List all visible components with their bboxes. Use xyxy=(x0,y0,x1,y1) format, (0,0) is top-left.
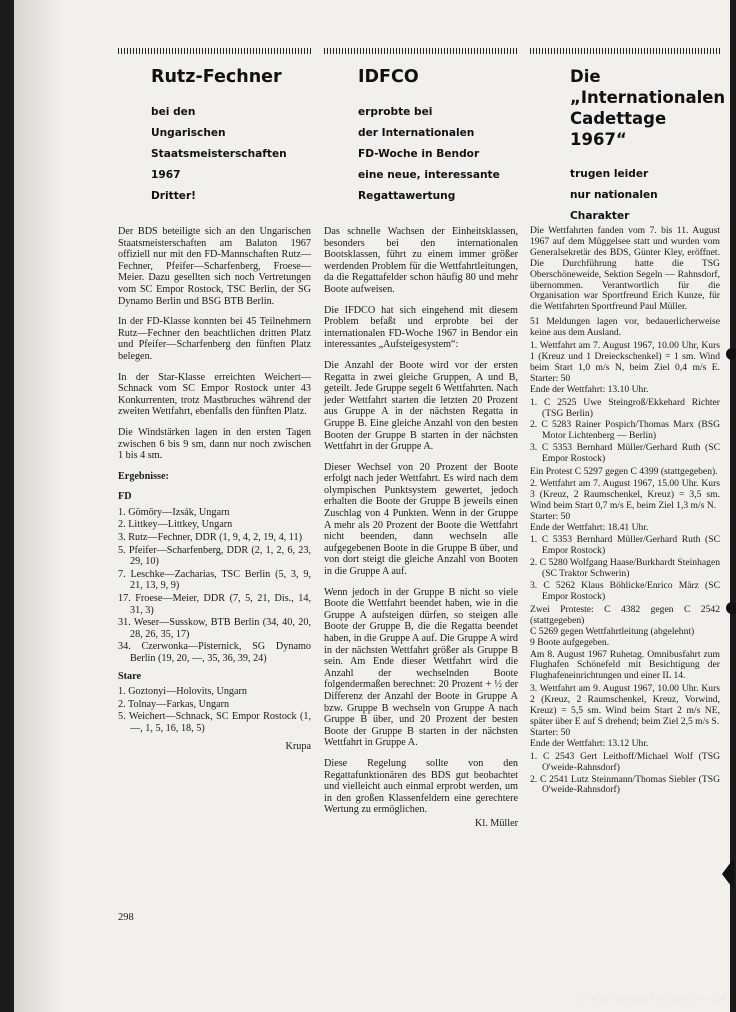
subhead-line: der Internationalen xyxy=(358,127,475,139)
paragraph: 51 Meldungen lagen vor, bedauerlicherweise keine aus dem Ausland. xyxy=(530,316,720,339)
page-tab-arrow-icon xyxy=(722,858,734,890)
watermark-text: © yachtsportmuseum.de xyxy=(574,992,726,1006)
paragraph: Zwei Proteste: C 4382 gegen C 2542 (stattgegeben) xyxy=(530,603,720,626)
result-item: 1. Goztonyi—Holovits, Ungarn xyxy=(118,686,248,698)
fd-heading: FD xyxy=(118,491,132,503)
column-rule-1 xyxy=(118,48,311,54)
result-item: 1. Gömöry—Izsák, Ungarn xyxy=(118,506,230,518)
subhead-line: erprobte bei xyxy=(358,106,433,118)
paragraph: Diese Regelung sollte von den Regattafunktionären des BDS gut beobachtet und vielleicht auch einmal erprobt werden, um in den großen Klassenfeldern eine gerechtere Wertung zu ermöglichen. xyxy=(324,757,518,816)
article-body xyxy=(530,226,720,796)
subhead-line: bei den xyxy=(151,106,196,118)
result-item: 5. Weichert—Schnack, SC Empor Rostock (1, —, 1, 5, 16, 18, 5) xyxy=(118,711,311,734)
results-heading: Ergebnisse: xyxy=(118,470,169,482)
paragraph: Die Windstärken lagen in den ersten Tagen zwischen 6 bis 9 sm, dann nur noch zwischen 1 bis 4 sm. xyxy=(118,426,311,462)
result-item: 17. Froese—Meier, DDR (7, 5, 21, Dis., 14, 31, 3) xyxy=(118,593,311,616)
result-item: 1. C 5353 Bernhard Müller/Gerhard Ruth (SC Empor Rostock) xyxy=(530,534,720,557)
author-signature: Kl. Müller xyxy=(474,817,518,829)
result-item: 3. C 5353 Bernhard Müller/Gerhard Ruth (SC Empor Rostock) xyxy=(530,442,720,465)
subhead-line: Ungarischen xyxy=(151,127,226,139)
subhead-line: Regattawertung xyxy=(358,190,456,202)
subhead-line: Staatsmeisterschaften 1967 xyxy=(151,148,287,181)
result-item: 2. C 5280 Wolfgang Haase/Burkhardt Steinhagen (SC Traktor Schwerin) xyxy=(530,557,720,580)
fd-results-list xyxy=(118,507,311,665)
paragraph: 2. Wettfahrt am 7. August 1967, 15.00 Uhr. Kurs 3 (Kreuz, 2 Raumschenkel, Kreuz) = 3,5 sm. Wind beim Start 0,7 m/s E, beim Ziel 1,3 m/s N. xyxy=(530,477,720,511)
column-rule-2 xyxy=(324,48,518,54)
paragraph: Ende der Wettfahrt: 18.41 Uhr. xyxy=(530,521,649,533)
result-item: 1. C 2525 Uwe Steingroß/Ekkehard Richter (TSG Berlin) xyxy=(530,396,720,419)
paragraph: Ende der Wettfahrt: 13.10 Uhr. xyxy=(530,383,649,395)
column-rule-3 xyxy=(530,48,720,54)
paragraph: In der Star-Klasse erreichten Weichert—Schnack vom SC Empor Rostock unter 43 Konkurrenten, trotz Mastbruches während der zweiten Wettfahrt, ebenfalls den fünften Platz. xyxy=(118,371,311,418)
paragraph: 1. Wettfahrt am 7. August 1967, 10.00 Uhr, Kurs 1 (Kreuz und 1 Dreieckschenkel) = 1 sm. Wind beim Start 1,0 m/s N, beim Ziel 0,4 m/s E. Starter: 50 xyxy=(530,340,720,384)
star-heading: Stare xyxy=(118,670,142,682)
paragraph: Wenn jedoch in der Gruppe B nicht so viele Boote die Wettfahrt beendet haben, wie in die Gruppe A aufsteigen dürfen, so steigen alle Boote der Gruppe B, die die Regatta beendet haben, in die Gruppe A auf. Die Gruppe A wird in der nächsten Wettfahrt größer als Gruppe B sein. Am Ende dieser Wettfahrt wird die Anzahl der wechselnden Boote folgendermaßen berechnet: 20 Prozent + ½ der Differenz der Anzahl der Boote in Gruppe A bzw. Gruppe B wechseln von Gruppe A nach Gruppe B über, und 20 Prozent der besten Boote der Gruppe B starten in der nächsten Wettfahrt in Gruppe A. xyxy=(324,586,518,749)
result-item: 2. C 2541 Lutz Steinmann/Thomas Siebler (TSG O'weide-Rahnsdorf) xyxy=(530,773,720,796)
paragraph: Die IFDCO hat sich eingehend mit diesem Problem befaßt und erprobte bei der internationalen FD-Woche 1967 in Bendor ein interessantes „Aufsteigesystem“: xyxy=(324,304,518,351)
paragraph: Ende der Wettfahrt: 13.12 Uhr. xyxy=(530,737,649,749)
column-cadettage xyxy=(530,66,726,802)
result-item: 7. Leschke—Zacharias, TSC Berlin (5, 3, 9, 21, 13, 9, 9) xyxy=(118,568,311,592)
paragraph: Dieser Wechsel von 20 Prozent der Boote erfolgt nach jeder Wettfahrt. Es wird nach dem olympischen Punktsystem gewertet, jedoch erhalten die Boote der Gruppe B jeweils einen Zuschlag von 4 Punkten. Wenn in der Gruppe A mehr als 20 Prozent der Boote die Wettfahrt nicht beenden, dann wechseln alle aufgegebenen Boote in die Gruppe B über, und von dort steigt die gleiche Anzahl von Booten in die Gruppe A auf. xyxy=(324,461,518,578)
author-signature: Krupa xyxy=(285,740,311,752)
result-item: 1. C 2543 Gert Leithoff/Michael Wolf (TSG O'weide-Rahnsdorf) xyxy=(530,750,720,773)
article-body xyxy=(324,226,518,830)
headline-rutz-fechner: Rutz-Fechner xyxy=(151,67,282,87)
headline-idfco: IDFCO xyxy=(358,67,419,87)
paragraph: Ein Protest C 5297 gegen C 4399 (stattgegeben). xyxy=(530,466,718,478)
paragraph: 9 Boote aufgegeben. xyxy=(530,636,610,648)
article-body xyxy=(118,226,311,752)
subhead-line: trugen leider xyxy=(570,168,649,180)
paragraph: In der FD-Klasse konnten bei 45 Teilnehmern Rutz—Fechner den beachtlichen dritten Platz und Pfeifer—Scharfenberg den fünften Platz belegen. xyxy=(118,316,311,362)
race-results-list xyxy=(530,398,720,465)
page-binding-shadow xyxy=(14,0,62,1012)
race-results-list xyxy=(530,535,720,602)
column-rutz-fechner xyxy=(118,66,311,752)
margin-circle-marker xyxy=(726,348,736,360)
result-item: 3. C 5262 Klaus Böhlicke/Enrico März (SC Empor Rostock) xyxy=(530,580,720,602)
race-results-list xyxy=(530,752,720,797)
subhead-line: eine neue, interessante xyxy=(358,169,500,181)
result-item: 5. Pfeifer—Scharfenberg, DDR (2, 1, 2, 6, 23, 29, 10) xyxy=(118,544,311,568)
subhead-line: nur nationalen xyxy=(570,189,658,201)
magazine-page xyxy=(14,0,730,1012)
result-item: 34. Czerwonka—Pisternick, SG Dynamo Berlin (19, 20, —, 35, 36, 39, 24) xyxy=(118,641,311,664)
subhead-line: Dritter! xyxy=(151,190,197,202)
paragraph: Am 8. August 1967 Ruhetag. Omnibusfahrt zum Flughafen Schönefeld mit Besichtigung der Flughafeneinrichtungen und einer IL 14. xyxy=(530,648,720,682)
page-number: 298 xyxy=(118,912,134,923)
star-results-list xyxy=(118,686,311,734)
result-item: 31. Weser—Susskow, BTB Berlin (34, 40, 20, 28, 26, 35, 17) xyxy=(118,617,311,640)
margin-circle-marker xyxy=(726,602,736,614)
result-item: 2. Littkey—Littkey, Ungarn xyxy=(118,519,233,531)
paragraph: Das schnelle Wachsen der Einheitsklassen, besonders bei den internationalen Bootsklassen, führt zu einem immer größer werdenden Problem für die Wettfahrtleitungen, da die Regattafelder schon häufig 80 und mehr Boote aufweisen. xyxy=(324,226,518,295)
column-idfco xyxy=(324,66,518,830)
subhead-line: FD-Woche in Bendor xyxy=(358,148,480,160)
result-item: 2. Tolnay—Farkas, Ungarn xyxy=(118,698,230,710)
paragraph: Der BDS beteiligte sich an den Ungarischen Staatsmeisterschaften am Balaton 1967 offiziell nur mit den FD-Mannschaften Rutz—Fechner, Pfeifer—Scharfenberg, Froese—Meier. Dazu gesellten sich noch Vertretungen vom SC Empor Rostock, TSC Berlin, der SG Dynamo Berlin und BSG BTB Berlin. xyxy=(118,226,311,307)
result-item: 2. C 5283 Rainer Pospich/Thomas Marx (BSG Motor Lichtenberg — Berlin) xyxy=(530,419,720,442)
result-item: 3. Rutz—Fechner, DDR (1, 9, 4, 2, 19, 4, 11) xyxy=(118,532,302,544)
paragraph: 3. Wettfahrt am 9. August 1967, 10.00 Uhr. Kurs 2 (Kreuz, 2 Raumschenkel, Kreuz, Vorwind, Kreuz) = 5,5 sm. Wind beim Start 2 m/s NE, später über E auf S drehend; beim Ziel 2,5 m/s S. xyxy=(530,683,720,727)
headline-cadettage: Die „Internationalen Cadettage 1967“ xyxy=(570,67,726,149)
paragraph: Starter: 50 xyxy=(530,726,571,738)
paragraph: Die Anzahl der Boote wird vor der ersten Regatta in zwei gleiche Gruppen, A und B, geteilt. Jede Gruppe segelt 6 Wettfahrten. Nach jeder Wettfahrt starten die letzten 20 Prozent aus Gruppe A in der nächsten Regatta in Gruppe B. Eine gleiche Anzahl von den besten Booten der Gruppe B starten in der nächsten Wettfahrt in der Gruppe A. xyxy=(324,359,518,453)
paragraph: Starter: 50 xyxy=(530,510,571,522)
paragraph: C 5269 gegen Wettfahrtleitung (abgelehnt) xyxy=(530,625,695,637)
paragraph: Die Wettfahrten fanden vom 7. bis 11. August 1967 auf dem Müggelsee statt und wurden vom Generalsekretär des BDS, Günter Kley, eröffnet. Die Durchführung hatte die TSG Oberschöneweide, Sektion Segeln — Rahnsdorf, übernommen. Verantwortlich für die Organisation war Sportfreund Erich Kunze, für die Wettfahrten Sportfreund Paul Müller. xyxy=(530,225,720,313)
subhead-line: Charakter xyxy=(570,210,630,222)
